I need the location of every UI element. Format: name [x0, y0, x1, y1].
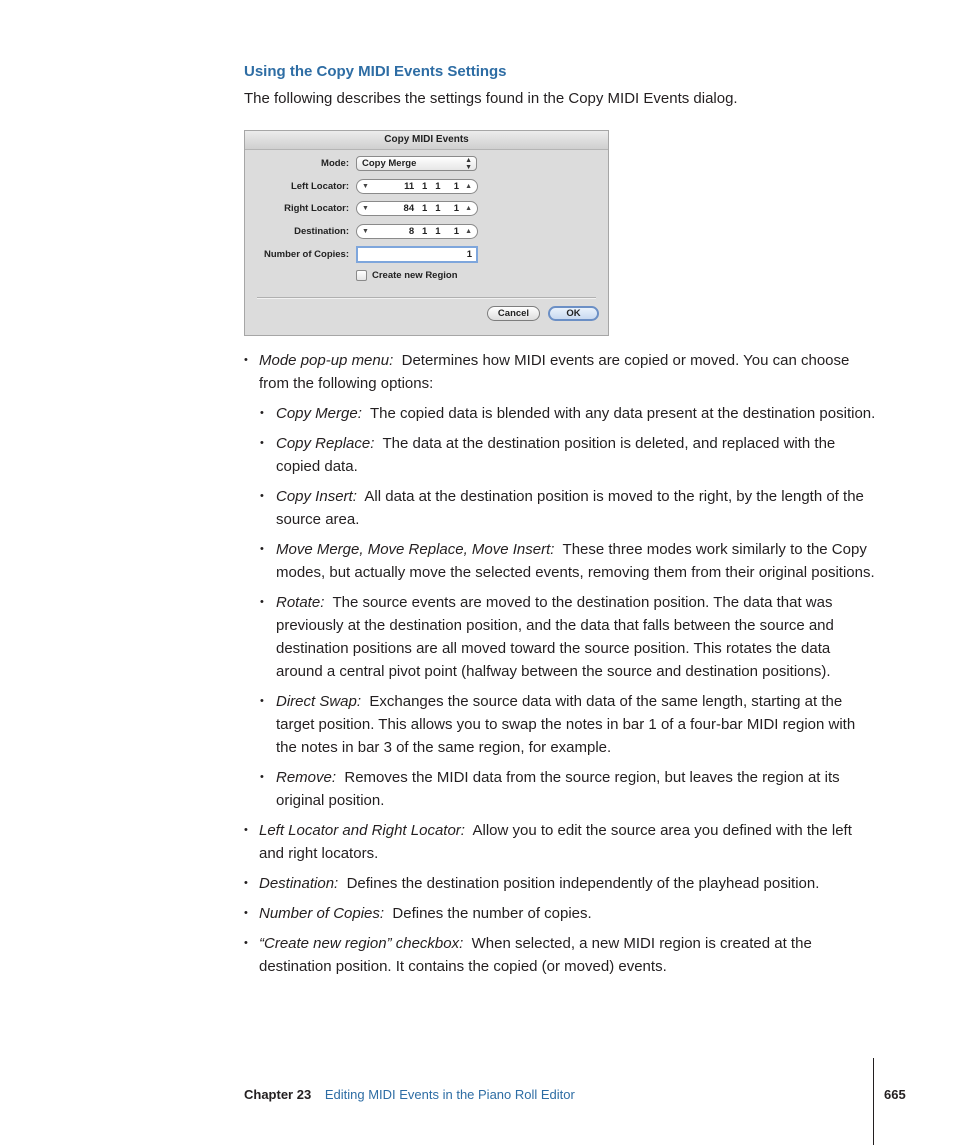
increment-arrow-icon[interactable]: ▲: [465, 183, 472, 190]
create-new-region-checkbox[interactable]: [356, 270, 367, 281]
right-locator-row: [245, 201, 608, 219]
description: The data at the destination position is deleted, and replaced with the copied data.: [276, 435, 836, 475]
cancel-button[interactable]: Cancel: [487, 306, 540, 321]
description: The copied data is blended with any data present at the destination position.: [369, 405, 876, 422]
term: Remove:: [276, 769, 337, 786]
page-number: 665: [884, 1087, 906, 1102]
destination-field[interactable]: [356, 224, 478, 239]
list-item: [244, 932, 878, 978]
copy-midi-events-dialog: [244, 130, 609, 336]
ok-button[interactable]: OK: [548, 306, 599, 321]
mode-row: [245, 156, 608, 174]
list-item: [244, 349, 878, 395]
list-item: [260, 591, 878, 683]
chapter-number: Chapter 23: [244, 1087, 312, 1102]
mode-value: Copy Merge: [362, 158, 417, 169]
footer-divider: [873, 1058, 874, 1145]
term: Copy Replace:: [276, 435, 375, 452]
list-item: [260, 402, 878, 425]
term: Copy Merge:: [276, 405, 362, 422]
mode-options-list: [244, 402, 878, 812]
number-of-copies-input[interactable]: 1: [356, 246, 478, 263]
list-item: [260, 766, 878, 812]
dialog-divider: [257, 297, 596, 299]
description: Allow you to edit the source area you defined with the left and right locators.: [259, 822, 852, 862]
left-locator-row: [245, 179, 608, 197]
destination-row: [245, 224, 608, 242]
list-item: [244, 819, 878, 865]
page-footer: [244, 1087, 575, 1102]
decrement-arrow-icon[interactable]: ▼: [362, 228, 369, 235]
term: Rotate:: [276, 594, 325, 611]
description: These three modes work similarly to the Copy modes, but actually move the selected events, removing them from their original positions.: [276, 541, 875, 581]
list-item: [260, 538, 878, 584]
chapter-title: Editing MIDI Events in the Piano Roll Editor: [324, 1087, 575, 1102]
right-locator-value: 84 1 1 1: [403, 203, 459, 214]
description: The source events are moved to the destination position. The data that was previously at the destination position, and the data that falls between the source and destination positions are all moved toward the source position. This rotates the data around a central pivot point (halfway between the source and destination positions).: [276, 594, 834, 680]
description: Exchanges the source data with data of the same length, starting at the target position. This allows you to swap the notes in bar 1 of a four-bar MIDI region with the notes in bar 3 of the same region, for example.: [276, 693, 856, 756]
intro-paragraph: The following describes the settings found in the Copy MIDI Events dialog.: [244, 90, 738, 107]
list-item: [244, 902, 878, 925]
dialog-title: Copy MIDI Events: [245, 131, 608, 150]
left-locator-label: Left Locator:: [290, 181, 349, 192]
term: Left Locator and Right Locator:: [259, 822, 465, 839]
left-locator-field[interactable]: [356, 179, 478, 194]
term: Number of Copies:: [259, 905, 385, 922]
section-heading: Using the Copy MIDI Events Settings: [244, 63, 507, 80]
description: Determines how MIDI events are copied or moved. You can choose from the following options:: [259, 352, 850, 392]
right-locator-label: Right Locator:: [284, 203, 349, 214]
settings-list: [244, 349, 878, 985]
increment-arrow-icon[interactable]: ▲: [465, 228, 472, 235]
create-new-region-label[interactable]: Create new Region: [372, 270, 458, 281]
copies-row: [245, 247, 608, 265]
decrement-arrow-icon[interactable]: ▼: [362, 183, 369, 190]
description: Removes the MIDI data from the source region, but leaves the region at its original position.: [276, 769, 840, 809]
list-item: [260, 690, 878, 759]
mode-label: Mode:: [321, 158, 349, 169]
copies-label: Number of Copies:: [264, 249, 349, 260]
description: Defines the destination position independently of the playhead position.: [346, 875, 820, 892]
term: “Create new region” checkbox:: [259, 935, 464, 952]
term: Move Merge, Move Replace, Move Insert:: [276, 541, 555, 558]
left-locator-value: 11 1 1 1: [404, 181, 459, 192]
list-item: [260, 432, 878, 478]
term: Mode pop-up menu:: [259, 352, 394, 369]
list-item: [260, 485, 878, 531]
term: Direct Swap:: [276, 693, 362, 710]
checkbox-row: [245, 269, 608, 287]
description: When selected, a new MIDI region is created at the destination position. It contains the copied (or moved) events.: [259, 935, 812, 975]
mode-popup[interactable]: [356, 156, 477, 171]
destination-value: 8 1 1 1: [408, 226, 459, 237]
description: All data at the destination position is moved to the right, by the length of the source area.: [276, 488, 864, 528]
list-item: [244, 872, 878, 895]
term: Copy Insert:: [276, 488, 357, 505]
description: Defines the number of copies.: [392, 905, 592, 922]
term: Destination:: [259, 875, 339, 892]
updown-arrows-icon: ▲ ▼: [465, 157, 472, 171]
decrement-arrow-icon[interactable]: ▼: [362, 205, 369, 212]
increment-arrow-icon[interactable]: ▲: [465, 205, 472, 212]
destination-label: Destination:: [294, 226, 349, 237]
right-locator-field[interactable]: [356, 201, 478, 216]
